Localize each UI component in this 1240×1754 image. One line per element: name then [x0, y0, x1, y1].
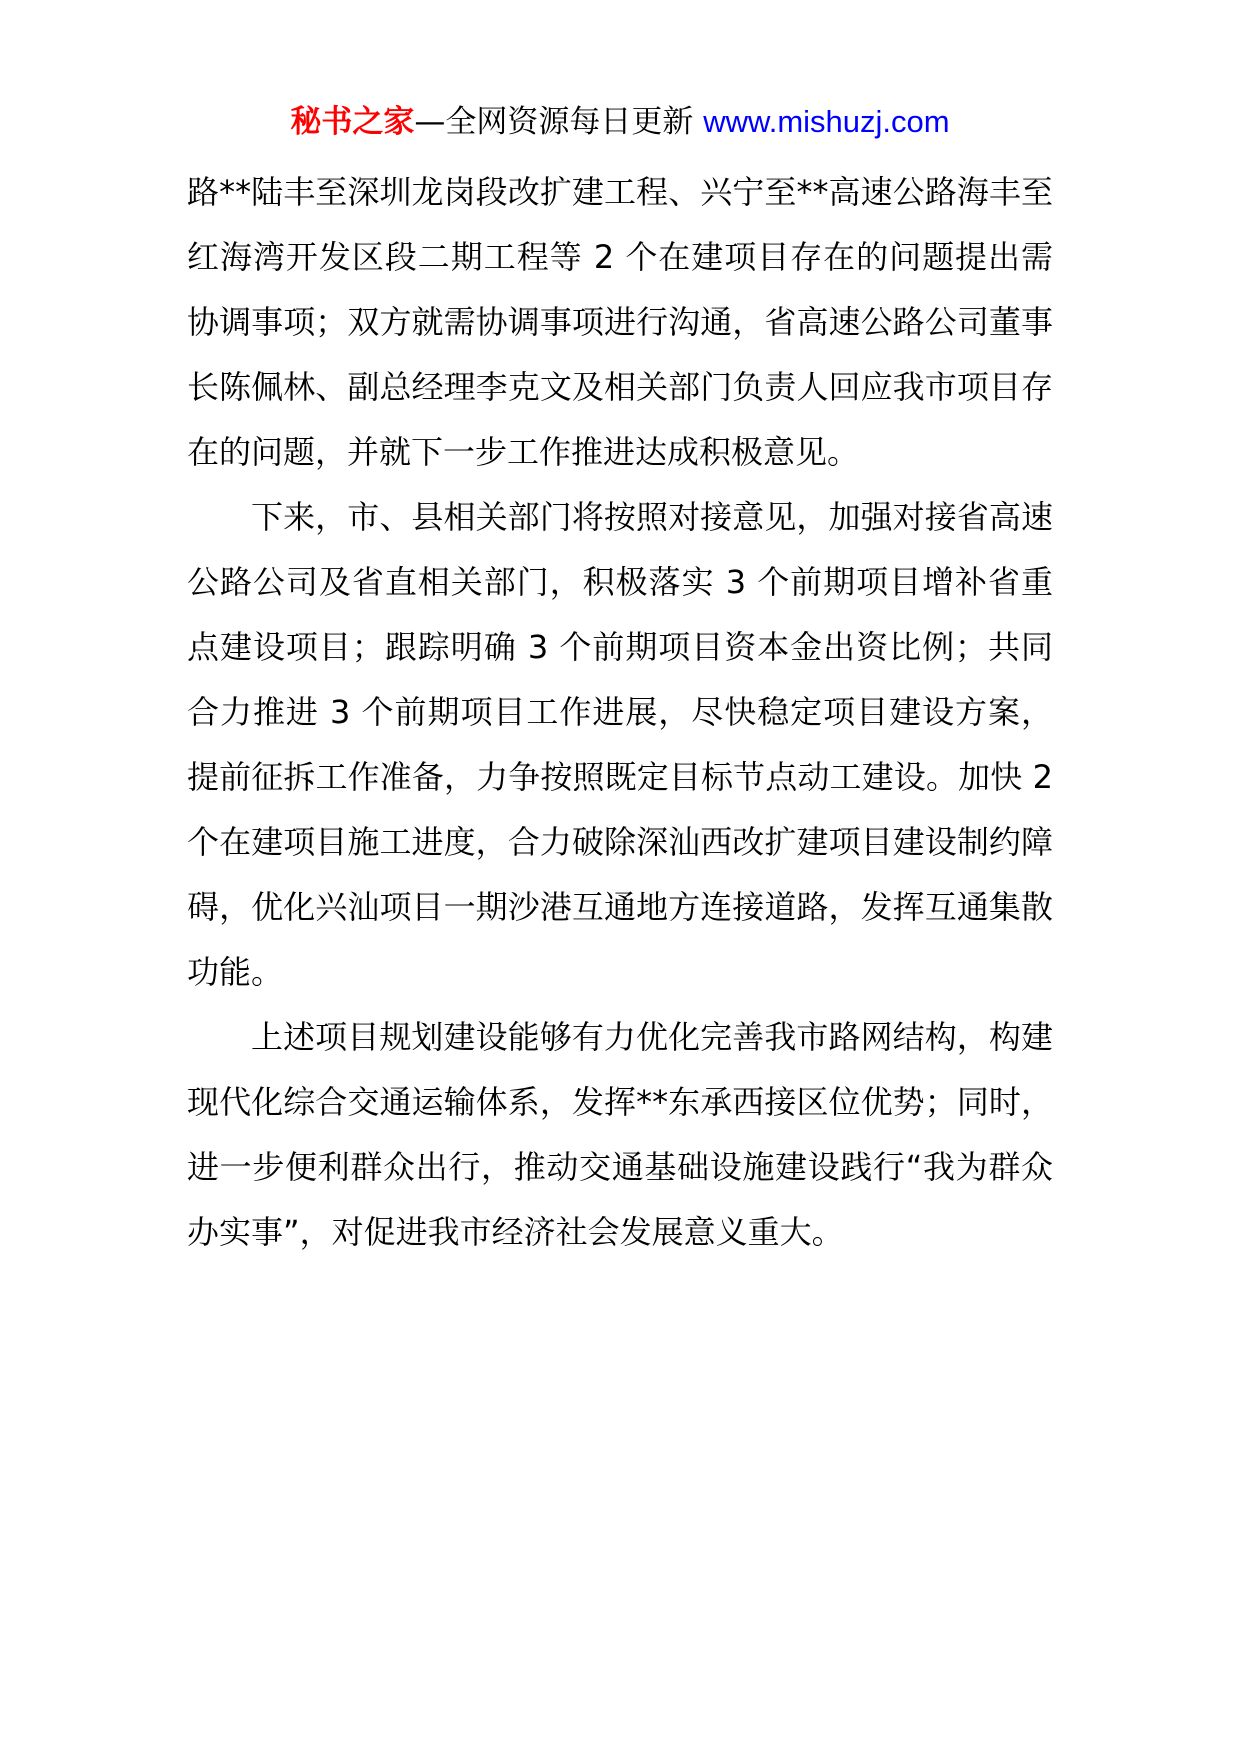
- document-body: [187, 160, 1053, 1265]
- paragraph-1: 路**陆丰至深圳龙岗段改扩建工程、兴宁至**高速公路海丰至红海湾开发区段二期工程等 2 个在建项目存在的问题提出需协调事项；双方就需协调事项进行沟通，省高速公路公司董事长陈佩林、副总经理李克文及相关部门负责人回应我市项目存在的问题，并就下一步工作推进达成积极意见。: [187, 173, 1053, 471]
- header-tagline: —全网资源每日更新: [414, 104, 704, 140]
- paragraph-3: 上述项目规划建设能够有力优化完善我市路网结构，构建现代化综合交通运输体系，发挥**东承西接区位优势；同时，进一步便利群众出行，推动交通基础设施建设践行“我为群众办实事”，对促进我市经济社会发展意义重大。: [187, 1018, 1053, 1251]
- header-url-link[interactable]: www.mishuzj.com: [703, 104, 950, 139]
- page-header: [0, 100, 1240, 144]
- header-brand: 秘书之家: [290, 104, 415, 140]
- paragraph-2: 下来，市、县相关部门将按照对接意见，加强对接省高速公路公司及省直相关部门，积极落实 3 个前期项目增补省重点建设项目；跟踪明确 3 个前期项目资本金出资比例；共同合力推进 3 个前期项目工作进展，尽快稳定项目建设方案，提前征拆工作准备，力争按照既定目标节点动工建设。加快 2 个在建项目施工进度，合力破除深汕西改扩建项目建设制约障碍，优化兴汕项目一期沙港互通地方连接道路，发挥互通集散功能。: [187, 498, 1053, 991]
